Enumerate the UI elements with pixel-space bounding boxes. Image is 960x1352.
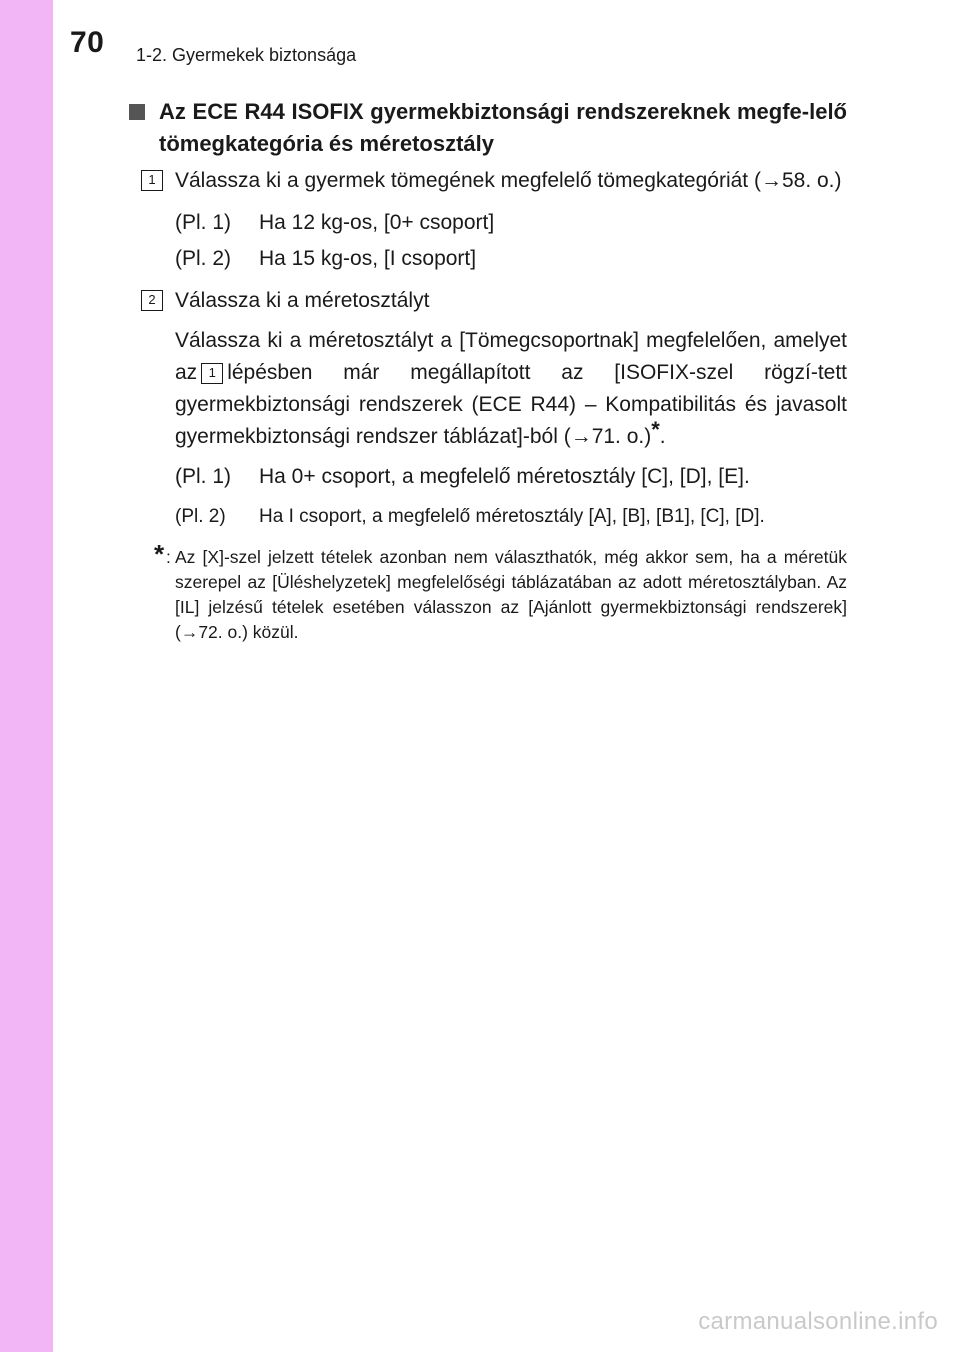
heading-text: Az ECE R44 ISOFIX gyermekbiztonsági rendszereknek megfe-lelő tömegkategória és méretosztály [159,99,847,156]
example-text: Ha 0+ csoport, a megfelelő méretosztály [C], [D], [E]. [259,465,750,488]
page-number: 70 [70,26,105,59]
step-1-example-1 [127,207,847,239]
step-number-1: 1 [141,170,163,191]
square-bullet-icon [129,104,145,120]
step-2-title: Válassza ki a méretosztályt [175,289,430,312]
watermark: carmanualsonline.info [698,1308,938,1335]
step-1-example-2 [127,243,847,275]
step-2-text-before: Válassza ki a méretosztályt a [Tömegcsoportnak] megfelelően, amelyet az [175,329,847,384]
step-1-text: Válassza ki a gyermek tömegének megfelelő tömegkategóriát (→58. o.) [175,169,842,192]
step-number-2: 2 [141,290,163,311]
step-2-example-2 [127,501,847,533]
example-text: Ha I csoport, a megfelelő méretosztály [A], [B], [B1], [C], [D]. [259,506,765,527]
example-text: Ha 15 kg-os, [I csoport] [259,247,477,270]
footnote-marker: * [154,539,165,569]
footnote-asterisk: * [651,417,660,442]
step-2-example-1 [127,461,847,493]
section-heading [127,96,847,160]
section-title: 1-2. Gyermekek biztonsága [136,45,357,65]
step-2 [127,285,847,317]
example-label: (Pl. 2) [175,247,232,270]
thumb-tab-sidebar [0,0,53,1352]
footnote-text: Az [X]-szel jelzett tételek azonban nem választhatók, még akkor sem, ha a méretük szerepel az [Üléshelyzetek] megfelelőségi táblázatában az adott méretosztályban. Az [IL] jelzésű tételek esetében válasszon az [Ajánlott gyermekbiztonsági rendszerek] (→72. o.) közül. [175,547,847,642]
step-2-period: . [659,425,666,448]
example-label: (Pl. 1) [175,211,232,234]
footnote [127,539,847,645]
footnote-colon: : [166,547,171,567]
step-2-text-after: lépésben már megállapított az [ISOFIX-szel rögzí-tett gyermekbiztonsági rendszerek (ECE R44) – Kompatibilitás és javasolt gyermekbiztonsági rendszer táblázat]-ból (→71. o.) [175,361,847,448]
main-content [127,96,847,645]
example-label: (Pl. 2) [175,506,226,527]
example-text: Ha 12 kg-os, [0+ csoport] [259,211,495,234]
step-1 [127,165,847,197]
step-reference-1: 1 [201,363,223,384]
example-label: (Pl. 1) [175,465,232,488]
step-2-description [127,325,847,453]
